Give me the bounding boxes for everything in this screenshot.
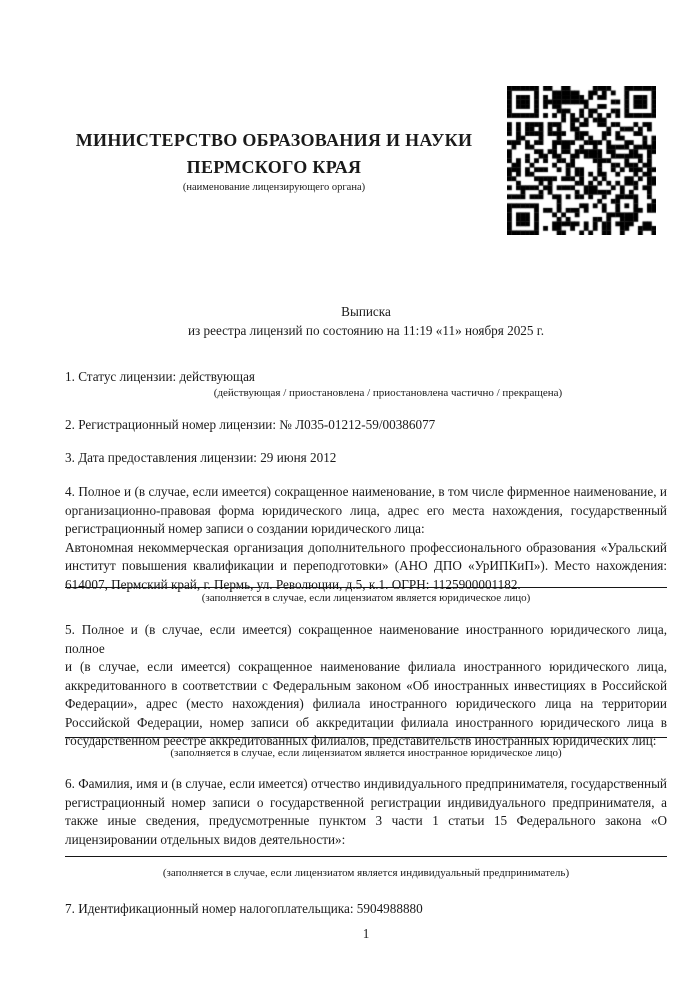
text-line: 614007, Пермский край, г. Пермь, ул. Революции, д.5, к.1. ОГРН: 1125900001182. (65, 576, 521, 592)
license-status-options-caption: (действующая / приостановлена / приостановлена частично / прекращена) (213, 387, 563, 399)
foreign-entity-rule (65, 737, 667, 738)
text-line: государственном реестре аккредитованных филиалов, представительств иностранных юридических лиц: (65, 733, 657, 748)
extract-title-block (65, 303, 667, 340)
issuing-authority-caption: (наименование лицензирующего органа) (182, 182, 366, 193)
registration-number-field: 2. Регистрационный номер лицензии: № Л035-01212-59/00386077 (65, 417, 436, 432)
text-line: регистрационный номер записи о создании юридического лица: (65, 521, 425, 536)
extract-subtitle: из реестра лицензий по состоянию на 11:19 «11» ноября 2025 г. (187, 322, 545, 338)
text-line: Автономная некоммерческая организация дополнительного профессионального образования «Уральский (65, 539, 667, 555)
entrepreneur-caption: (заполняется в случае, если лицензиатом является индивидуальный предприниматель) (162, 867, 570, 879)
license-date-field: 3. Дата предоставления лицензии: 29 июня 2012 (65, 450, 337, 465)
legal-entity-rule (65, 587, 667, 588)
legal-entity-value (65, 539, 667, 595)
qr-code (507, 86, 656, 235)
legal-entity-field (65, 483, 667, 594)
text-line: 4. Полное и (в случае, если имеется) сокращенное наименование, в том числе фирменное наименование, и (65, 484, 667, 499)
text-line: институт повышения квалификации и переподготовки» (АНО ДПО «УрИПКиП»). Место нахождения: (65, 558, 667, 573)
entrepreneur-field (65, 775, 667, 849)
text-line: также иные сведения, предусмотренные пунктом 3 части 1 статьи 15 Федерального закона «О (65, 813, 667, 828)
text-line: лицензировании отдельных видов деятельности»: (65, 831, 346, 847)
issuing-authority-header (65, 127, 483, 195)
text-line: Федерации», адрес (место нахождения) филиала иностранного юридического лица на территории (65, 696, 667, 711)
license-status-field: 1. Статус лицензии: действующая (65, 369, 256, 384)
legal-entity-caption: (заполняется в случае, если лицензиатом является юридическое лицо) (201, 592, 531, 604)
foreign-entity-field (65, 621, 667, 751)
text-line: регистрационный номер записи о государственной регистрации индивидуального предпринимателя, а (65, 794, 667, 810)
legal-entity-intro (65, 483, 667, 539)
text-line: аккредитованного в соответствии с Федеральным законом «Об иностранных инвестициях в Российской (65, 677, 667, 693)
text-line: организационно-правовая форма юридического лица, адрес его места нахождения, государственный (65, 502, 667, 518)
text-line: 5. Полное и (в случае, если имеется) сокращенное наименование иностранного юридического лица, полное (65, 622, 667, 656)
text-line: Российской Федерации, номер записи об аккредитации филиала иностранного юридического лица в (65, 714, 667, 730)
text-line: 6. Фамилия, имя и (в случае, если имеется) отчество индивидуального предпринимателя, государственный (65, 776, 667, 791)
ministry-name-line2: ПЕРМСКОГО КРАЯ (186, 157, 362, 177)
foreign-entity-caption: (заполняется в случае, если лицензиатом является иностранное юридическое лицо) (170, 747, 562, 759)
extract-title: Выписка (341, 304, 391, 319)
page-number: 1 (362, 926, 370, 941)
ministry-name-line1: МИНИСТЕРСТВО ОБРАЗОВАНИЯ И НАУКИ (75, 130, 473, 150)
text-line: и (в случае, если имеется) сокращенное наименование филиала иностранного юридического лица, (65, 659, 667, 674)
taxpayer-number-field: 7. Идентификационный номер налогоплательщика: 5904988880 (65, 901, 423, 916)
entrepreneur-rule (65, 856, 667, 857)
